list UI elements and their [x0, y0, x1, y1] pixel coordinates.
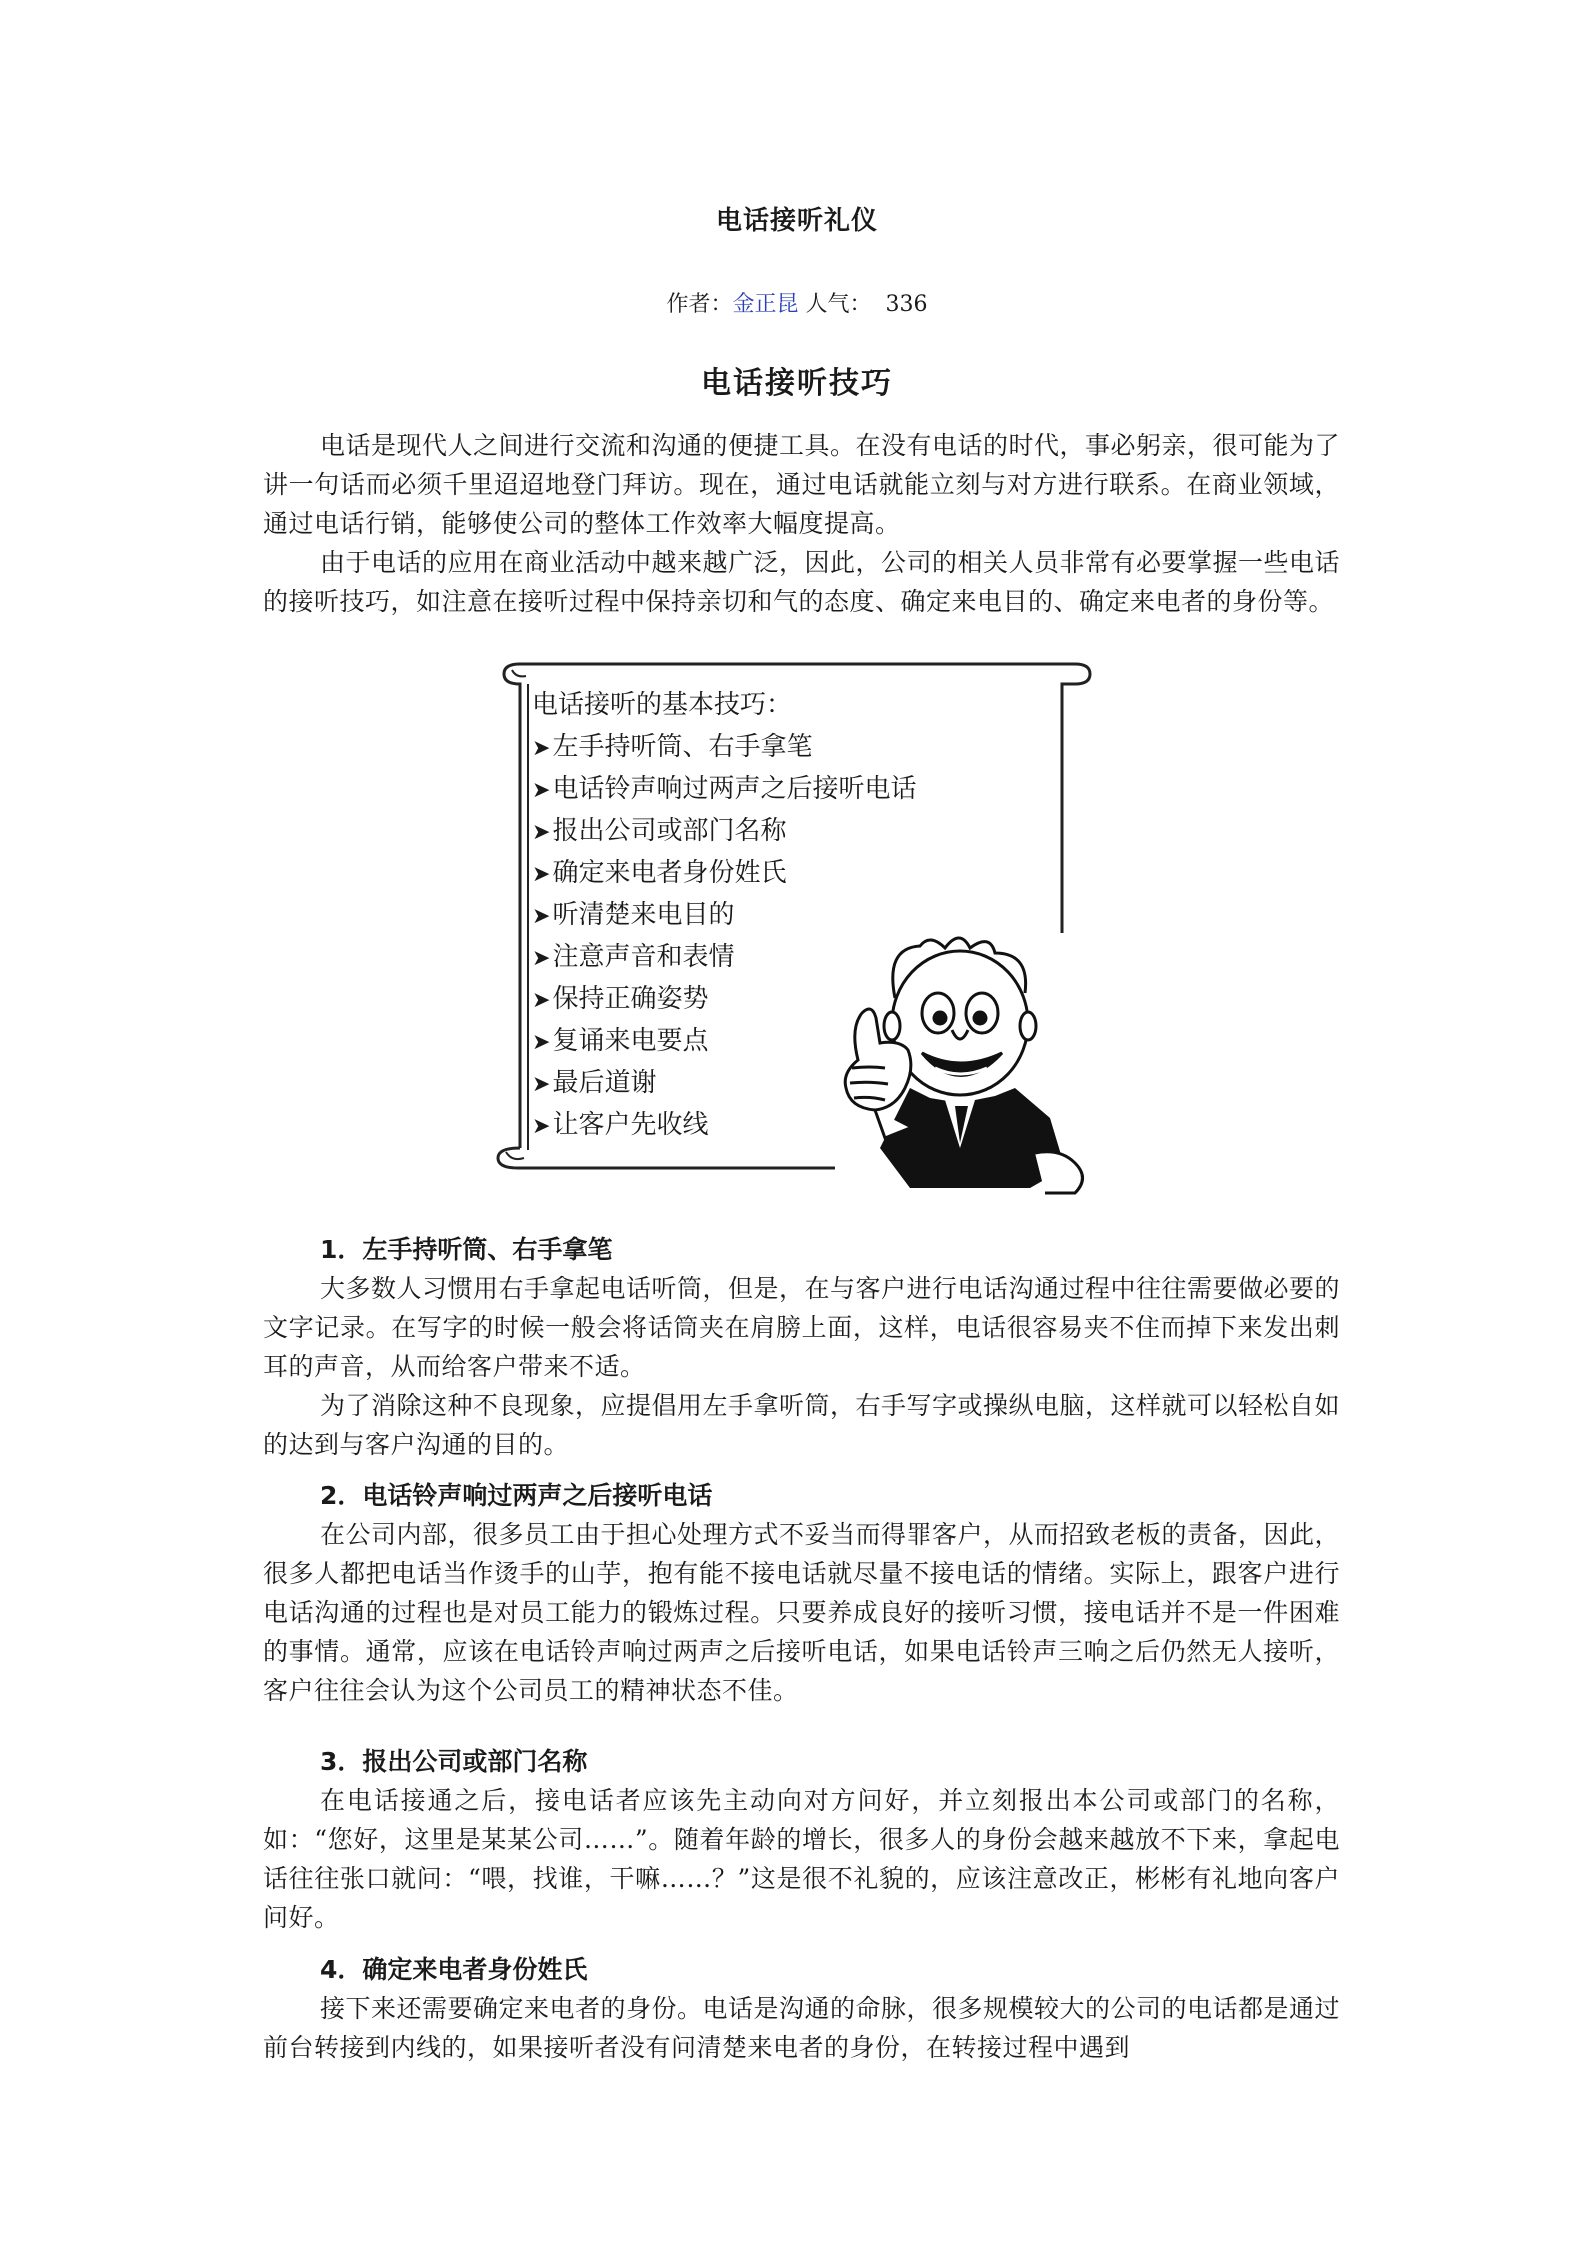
intro-section: [263, 426, 1340, 621]
tip-item: ➤ 最后道谢: [532, 1062, 916, 1104]
section-paragraph: 在电话接通之后，接电话者应该先主动向对方问好，并立刻报出本公司或部门的名称，如：“您好，这里是某某公司……”。随着年龄的增长，很多人的身份会越来越放不下来，拿起电话往往张口就问：“喂，找谁，干嘛……？”这是很不礼貌的，应该注意改正，彬彬有礼地向客户问好。: [263, 1786, 1340, 1932]
popularity-label: 人气：: [805, 292, 872, 317]
article-subtitle: 电话接听技巧: [701, 366, 893, 401]
tip-item: ➤ 保持正确姿势: [532, 978, 916, 1020]
section-heading: 2．电话铃声响过两声之后接听电话: [320, 1481, 713, 1510]
tips-heading: 电话接听的基本技巧：: [532, 690, 793, 720]
tip-item: ➤ 电话铃声响过两声之后接听电话: [532, 768, 916, 810]
tip-item: ➤ 报出公司或部门名称: [532, 810, 916, 852]
intro-paragraph: 电话是现代人之间进行交流和沟通的便捷工具。在没有电话的时代，事必躬亲，很可能为了讲一句话而必须千里迢迢地登门拜访。现在，通过电话就能立刻与对方进行联系。在商业领域，通过电话行销，能够使公司的整体工作效率大幅度提高。: [263, 431, 1341, 538]
tip-item: ➤ 让客户先收线: [532, 1104, 916, 1146]
section-2: [263, 1476, 1340, 1710]
section-heading: 1．左手持听筒、右手拿笔: [320, 1235, 613, 1264]
tip-item: ➤ 听清楚来电目的: [532, 894, 916, 936]
tip-item: ➤ 左手持听筒、右手拿笔: [532, 726, 916, 768]
section-3: [263, 1742, 1340, 1937]
author-link[interactable]: 金正昆: [732, 292, 799, 317]
popularity-count: 336: [885, 292, 928, 317]
intro-paragraph: 由于电话的应用在商业活动中越来越广泛，因此，公司的相关人员非常有必要掌握一些电话的接听技巧，如注意在接听过程中保持亲切和气的态度、确定来电目的、确定来电者的身份等。: [263, 548, 1341, 616]
section-heading: 4．确定来电者身份姓氏: [320, 1955, 588, 1984]
section-heading: 3．报出公司或部门名称: [320, 1747, 588, 1776]
section-paragraph: 大多数人习惯用右手拿起电话听筒，但是，在与客户进行电话沟通过程中往往需要做必要的文字记录。在写字的时候一般会将话筒夹在肩膀上面，这样，电话很容易夹不住而掉下来发出刺耳的声音，从而给客户带来不适。: [263, 1274, 1341, 1381]
article-meta: [0, 287, 1594, 318]
document-title: 电话接听礼仪: [715, 206, 878, 236]
section-paragraph: 在公司内部，很多员工由于担心处理方式不妥当而得罪客户，从而招致老板的责备，因此，很多人都把电话当作烫手的山芋，抱有能不接电话就尽量不接电话的情绪。实际上，跟客户进行电话沟通的过程也是对员工能力的锻炼过程。只要养成良好的接听习惯，接电话并不是一件困难的事情。通常，应该在电话铃声响过两声之后接听电话，如果电话铃声三响之后仍然无人接听，客户往往会认为这个公司员工的精神状态不佳。: [263, 1520, 1341, 1705]
section-paragraph: 接下来还需要确定来电者的身份。电话是沟通的命脉，很多规模较大的公司的电话都是通过前台转接到内线的，如果接听者没有问清楚来电者的身份，在转接过程中遇到: [263, 1994, 1341, 2062]
section-1: [263, 1230, 1340, 1464]
tips-scroll-figure: [490, 648, 1110, 1198]
section-4: [263, 1950, 1340, 2067]
tip-item: ➤ 注意声音和表情: [532, 936, 916, 978]
section-paragraph: 为了消除这种不良现象，应提倡用左手拿听筒，右手写字或操纵电脑，这样就可以轻松自如的达到与客户沟通的目的。: [263, 1391, 1341, 1459]
author-label: 作者：: [666, 292, 733, 317]
tip-item: ➤ 复诵来电要点: [532, 1020, 916, 1062]
tip-item: ➤ 确定来电者身份姓氏: [532, 852, 916, 894]
tips-list: [532, 684, 916, 1146]
